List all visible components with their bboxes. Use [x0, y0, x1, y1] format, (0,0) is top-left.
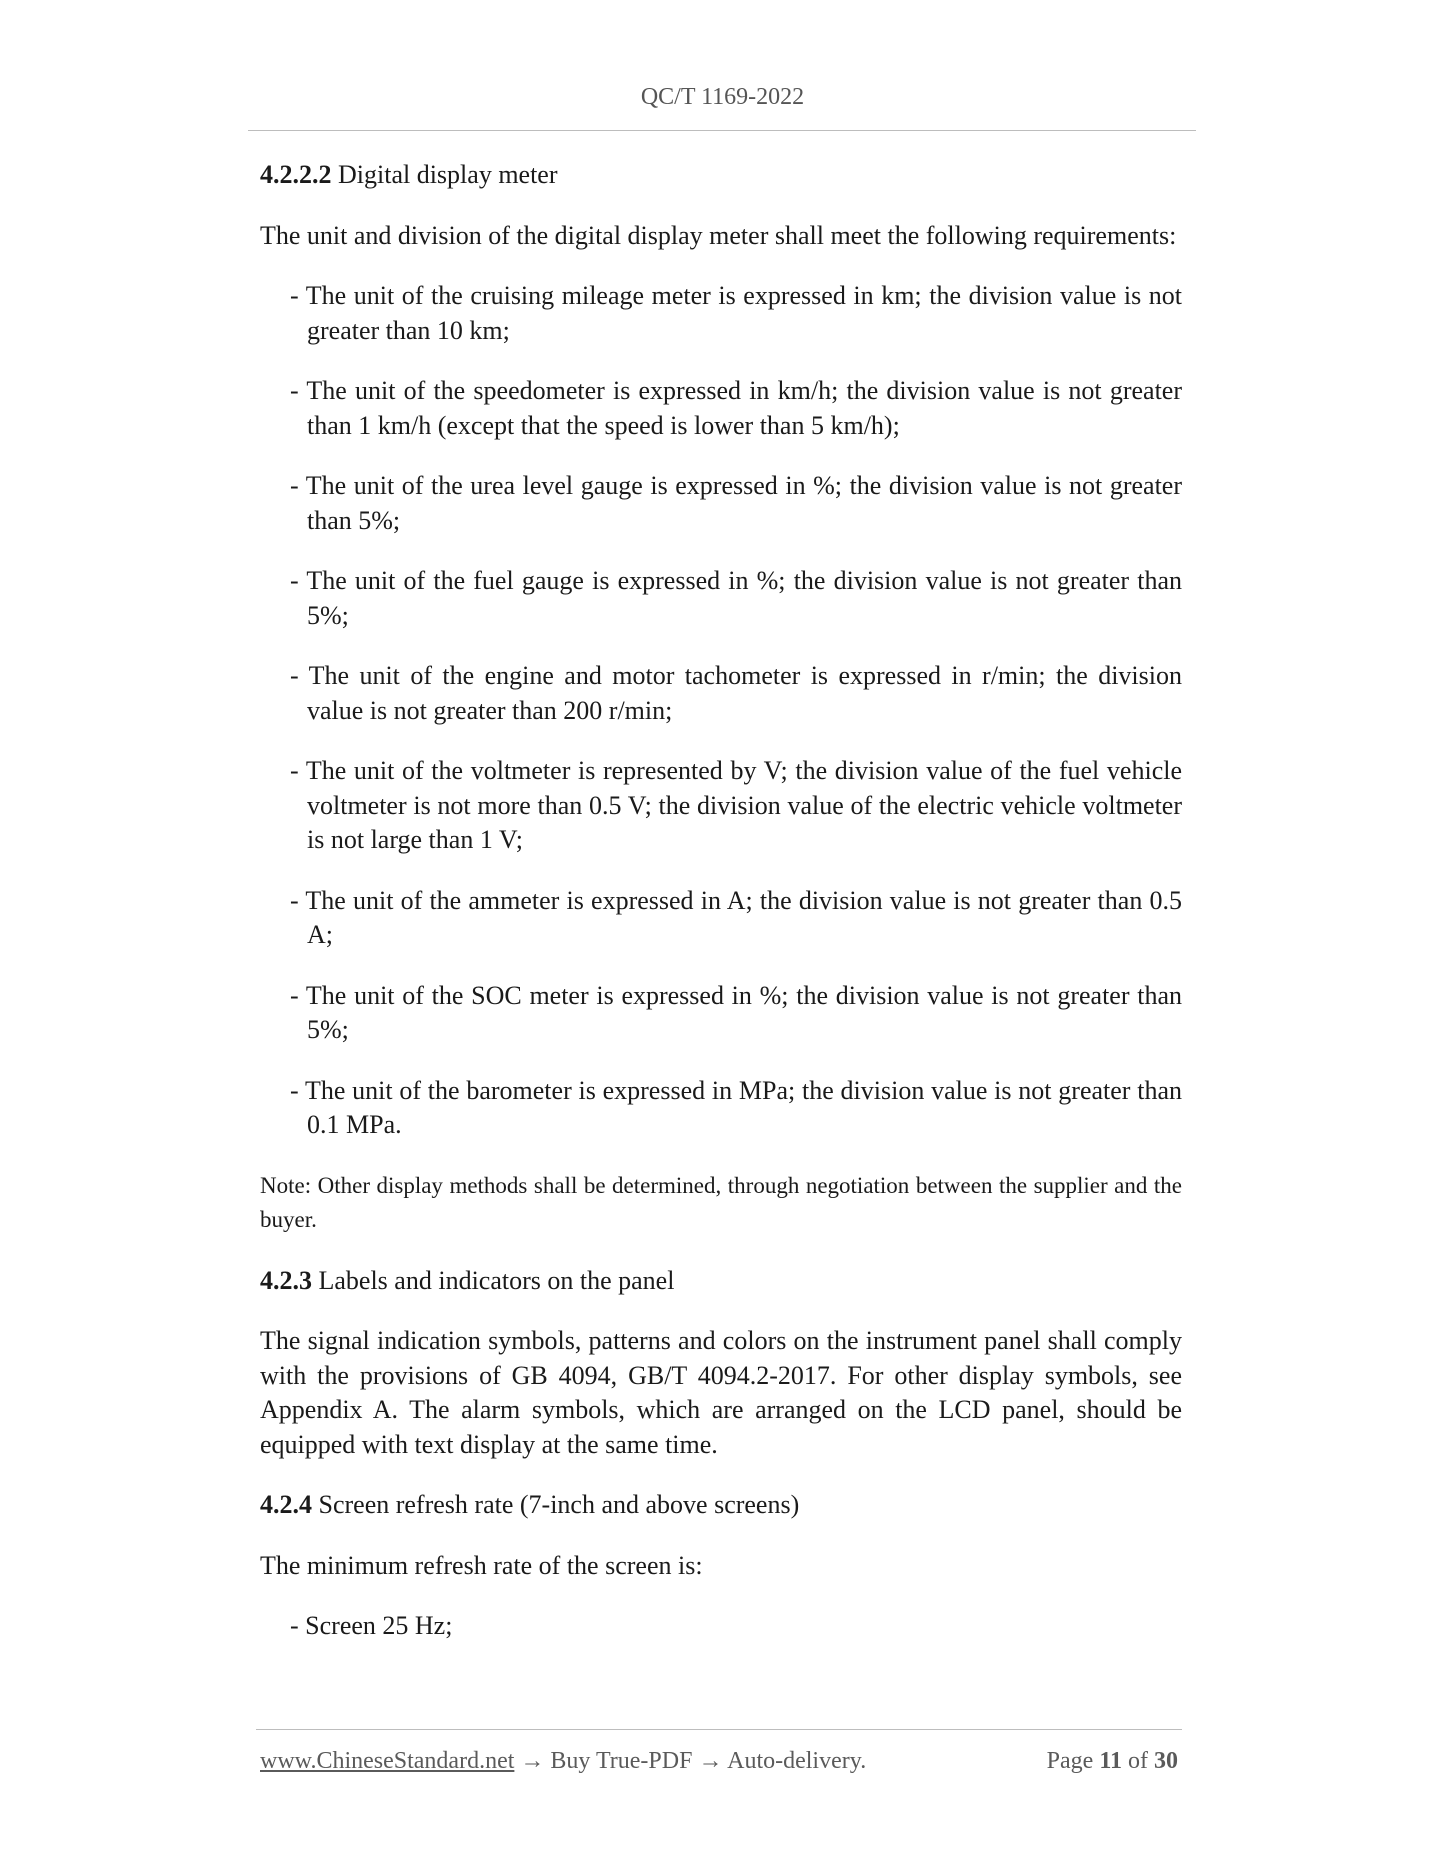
document-code-header: QC/T 1169-2022 [640, 84, 805, 110]
section-number: 4.2.4 [260, 1490, 312, 1519]
footer-promo [260, 1748, 866, 1775]
section-intro: The minimum refresh rate of the screen is: [260, 1550, 703, 1580]
of-label: of [1122, 1748, 1154, 1774]
page-number: 11 [1099, 1748, 1122, 1774]
list-item: - The unit of the ammeter is expressed in A; the division value is not greater than 0.5 A; [290, 885, 1182, 949]
list-item: - The unit of the speedometer is expressed in km/h; the division value is not greater than 1 km/h (except that the speed is lower than 5 km/h); [290, 376, 1182, 440]
section-number: 4.2.3 [260, 1265, 312, 1295]
section-title: Screen refresh rate (7-inch and above screens) [312, 1490, 800, 1519]
list-item: - The unit of the cruising mileage meter is expressed in km; the division value is not greater than 10 km; [290, 281, 1182, 345]
page-indicator [1047, 1748, 1178, 1775]
list-item: - The unit of the engine and motor tachometer is expressed in r/min; the division value is not greater than 200 r/min; [290, 661, 1182, 725]
footer-tagline: → Buy True-PDF → Auto-delivery. [514, 1748, 867, 1774]
section-number: 4.2.2.2 [260, 160, 332, 189]
section-heading-4-2-3 [260, 1264, 1182, 1299]
page-content [260, 158, 1182, 1670]
header-divider [248, 130, 1196, 131]
section-heading-4-2-2-2 [260, 158, 1182, 193]
list-item: - The unit of the urea level gauge is expressed in %; the division value is not greater than 5%; [290, 471, 1182, 535]
list-item: - The unit of the voltmeter is represented by V; the division value of the fuel vehicle voltmeter is not more than 0.5 V; the division value of the electric vehicle voltmeter is not large than 1 V; [290, 756, 1182, 854]
section-title: Labels and indicators on the panel [312, 1265, 675, 1295]
page-label: Page [1046, 1748, 1100, 1774]
list-item: - Screen 25 Hz; [290, 1611, 453, 1640]
website-link[interactable]: www.ChineseStandard.net [260, 1748, 515, 1774]
note-paragraph: Note: Other display methods shall be determined, through negotiation between the supplier and the buyer. [260, 1172, 1182, 1232]
list-item: - The unit of the barometer is expressed in MPa; the division value is not greater than 0.1 MPa. [290, 1075, 1182, 1139]
section-heading-4-2-4 [260, 1488, 1182, 1523]
section-title: Digital display meter [331, 160, 558, 189]
section-body: The signal indication symbols, patterns and colors on the instrument panel shall comply with the provisions of GB 4094, GB/T 4094.2-2017. For other display symbols, see Appendix A. The alarm symbols, which are arranged on the LCD panel, should be equipped with text display at the same time. [260, 1326, 1182, 1459]
footer-divider [256, 1729, 1182, 1730]
page-total: 30 [1154, 1748, 1178, 1774]
section-intro: The unit and division of the digital display meter shall meet the following requirements: [260, 220, 1177, 250]
list-item: - The unit of the fuel gauge is expressed in %; the division value is not greater than 5%; [290, 566, 1182, 630]
list-item: - The unit of the SOC meter is expressed in %; the division value is not greater than 5%; [290, 980, 1182, 1044]
